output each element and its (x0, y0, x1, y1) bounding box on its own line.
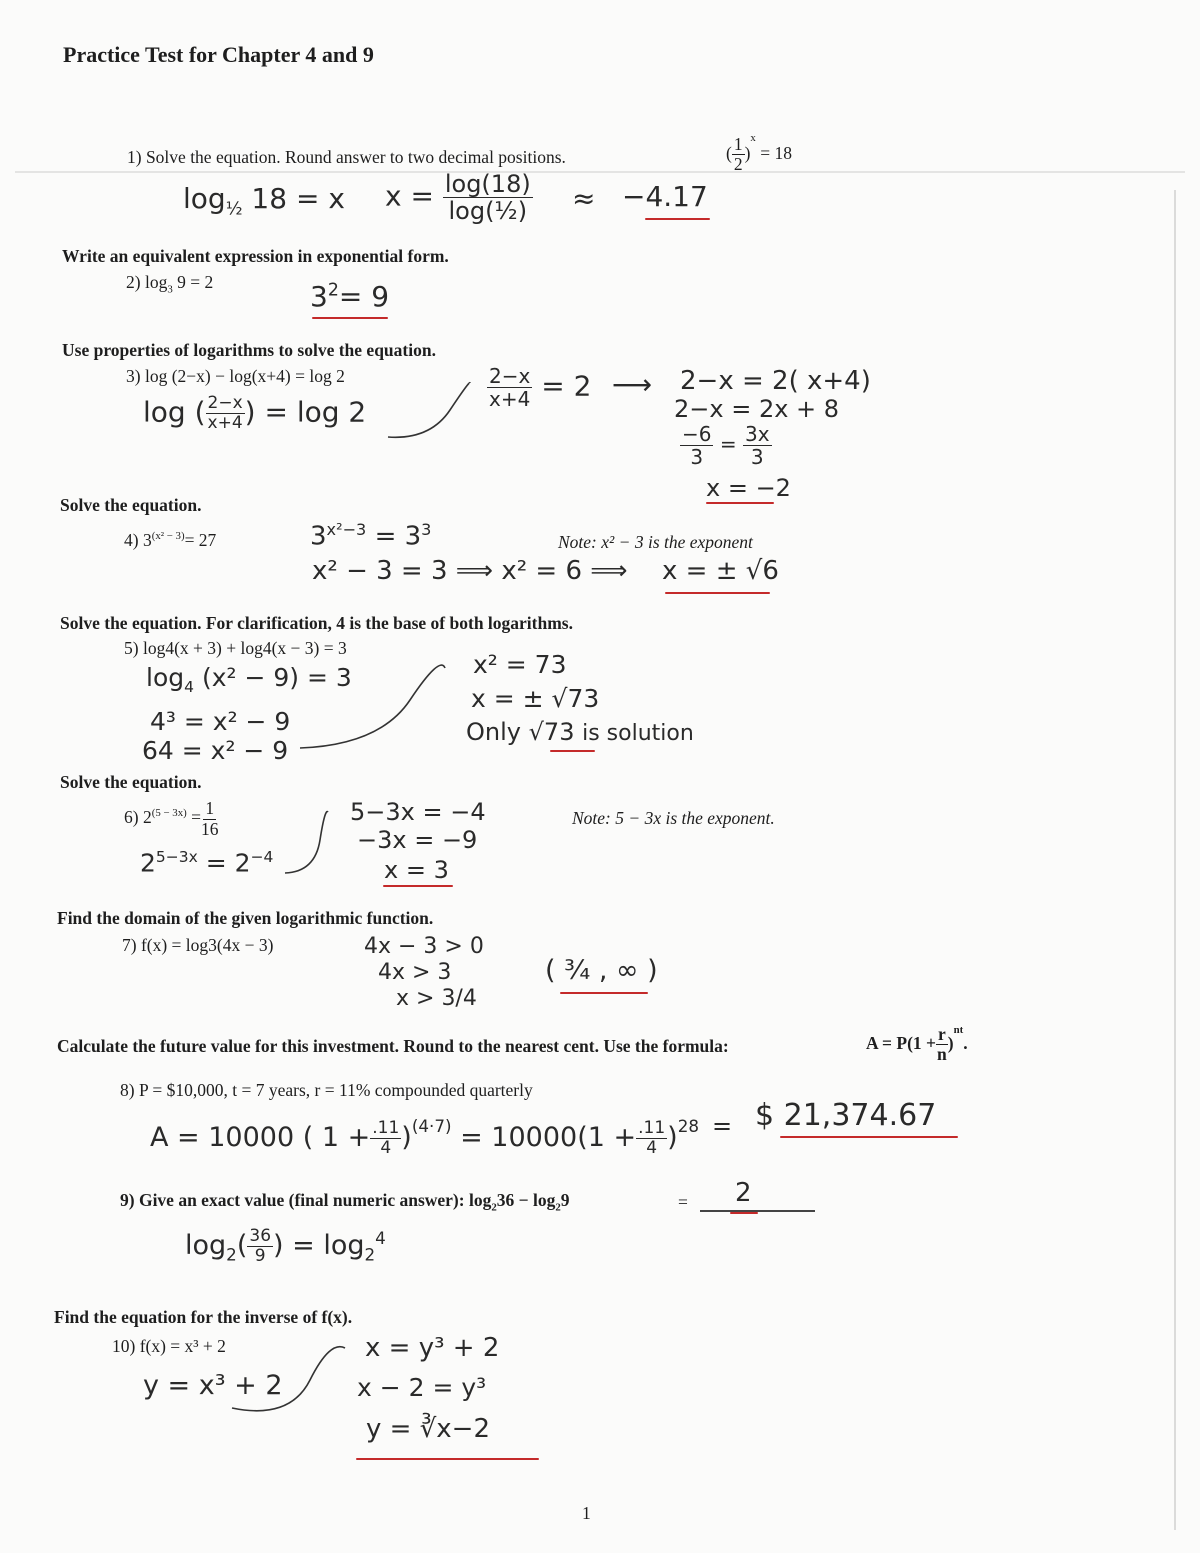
s7-heading: Find the domain of the given logarithmic function. (57, 908, 434, 928)
s6-heading: Solve the equation. (60, 772, 202, 792)
q5-work2: 4³ = x² − 9 (150, 707, 291, 736)
q8-question: 8) P = $10,000, t = 7 years, r = 11% compounded quarterly (120, 1080, 533, 1100)
q9-work: $\log_2$( $\frac{36}{9}$ ) = $\log_2^4$ (185, 1226, 386, 1266)
q5-work1: $\log_4 (x^2 - 9) = 3$ (146, 663, 352, 696)
q5-right2: x = ± √73 (471, 684, 600, 713)
q3-step3: $\frac{-6}{3}$ = $\frac{3x}{3}$ (682, 422, 770, 469)
q10-work-left: y = x³ + 2 (143, 1370, 283, 1401)
q5-right3: Only √73 is solution (466, 718, 694, 746)
q8-answer-underline (780, 1136, 958, 1138)
q3-arrow: ⟶ (612, 368, 653, 401)
q8-answer: $ 21,374.67 (755, 1098, 937, 1133)
q1-answer-underline (645, 218, 710, 220)
s5-heading: Solve the equation. For clarification, 4 is the base of both logarithms. (60, 613, 573, 633)
q7-work3: x > 3/4 (396, 986, 477, 1011)
q4-question: 4) $3^{(x^2 - 3)}= 27$ (124, 530, 217, 550)
q4-work1: $3^{x^2-3} = 3^3$ (310, 520, 432, 552)
q9-answer-underline (730, 1212, 758, 1214)
q6-right1: 5−3x = −4 (350, 798, 486, 826)
q5-work3: 64 = x² − 9 (142, 736, 289, 765)
q3-step1: 2−x = 2( x+4) (680, 366, 871, 396)
page-title: Practice Test for Chapter 4 and 9 (63, 42, 374, 67)
q1-equation: ( $\frac{1}{2}$ )$^x$ = 18 (726, 132, 792, 175)
q3-question: 3) log (2−x) − log(x+4) = log 2 (126, 366, 345, 386)
q7-question: 7) f(x) = log3(4x − 3) (122, 935, 274, 955)
q7-answer-underline (560, 992, 648, 994)
q5-answer-underline (550, 750, 595, 752)
q9-answer: 2 (735, 1178, 752, 1208)
q1-work-log: $\log_{\frac{1}{2}} 18 = x$ (183, 182, 345, 220)
q4-answer-underline (665, 592, 770, 594)
s8-heading: Calculate the future value for this investment. Round to the nearest cent. Use the formula: (57, 1036, 729, 1056)
q6-work: $2^{5-3x} = 2^{-4}$ (140, 848, 274, 878)
q1-prompt: 1) Solve the equation. Round answer to two decimal positions. (127, 147, 566, 167)
q3-answer: x = −2 (706, 474, 791, 502)
q6-note: Note: 5 − 3x is the exponent. (572, 808, 775, 828)
q3-mid: $\frac{2-x}{x+4}$ = 2 (489, 364, 592, 411)
q10-question: 10) f(x) = x³ + 2 (112, 1336, 226, 1356)
q4-answer: x = ± √6 (662, 556, 779, 586)
q5-question: 5) log4(x + 3) + log4(x − 3) = 3 (124, 638, 347, 658)
q1-approx: ≈ (572, 182, 596, 215)
s4-heading: Solve the equation. (60, 495, 202, 515)
q10-right2: x − 2 = y³ (357, 1373, 487, 1402)
s3-heading: Use properties of logarithms to solve the equation. (62, 340, 436, 360)
q4-work2: x² − 3 = 3 ⟹ x² = 6 ⟹ (312, 556, 628, 586)
q6-right2: −3x = −9 (357, 826, 478, 854)
q7-answer: ( ¾ , ∞ ) (545, 955, 658, 986)
q7-work2: 4x > 3 (378, 960, 452, 985)
s2-heading: Write an equivalent expression in exponential form. (62, 246, 449, 266)
q1-work-quotient: x = $\frac{\log(18)}{\text{log(½)}}$ (385, 170, 531, 225)
q3-work: log ( $\frac{2-x}{x+4}$ ) = log 2 (143, 393, 367, 433)
q9-question: 9) Give an exact value (final numeric answer): $\log_236 - \log_29$ (120, 1190, 570, 1214)
s8-formula: A = P(1 + $\frac{r}{n}$ )$^{nt}$. (866, 1023, 968, 1065)
q1-answer: −4.17 (622, 180, 708, 213)
q8-work: A = 10000 ( 1 + $\frac{.11}{4}$ )$^{(4\cdot 7)}$ = 10000(1 + $\frac{.11}{4}$ )$^{28}$ (150, 1116, 699, 1158)
s10-heading: Find the equation for the inverse of f(x). (54, 1307, 353, 1327)
q10-right1: x = y³ + 2 (365, 1333, 500, 1363)
q10-answer-underline (356, 1458, 539, 1460)
q3-step2: 2−x = 2x + 8 (674, 395, 840, 423)
q4-note: Note: x² − 3 is the exponent (558, 532, 753, 552)
q6-answer: x = 3 (384, 856, 449, 884)
q6-question: 6) $2^{(5 - 3x)}$ = $\frac{1}{16}$ (124, 798, 219, 839)
q8-equals: = (712, 1112, 733, 1140)
q2-answer: $3^2= 9$ (310, 280, 390, 313)
q7-work1: 4x − 3 > 0 (364, 934, 484, 959)
page-number: 1 (582, 1503, 591, 1523)
q10-answer: y = ∛x−2 (366, 1414, 490, 1444)
q3-answer-underline (706, 502, 774, 504)
q5-right1: x² = 73 (473, 650, 567, 679)
q2-question: 2) $\log_3 9 = 2$ (126, 272, 214, 296)
q6-answer-underline (383, 885, 453, 887)
q2-answer-underline (312, 317, 388, 319)
q9-equals: = (678, 1192, 688, 1212)
